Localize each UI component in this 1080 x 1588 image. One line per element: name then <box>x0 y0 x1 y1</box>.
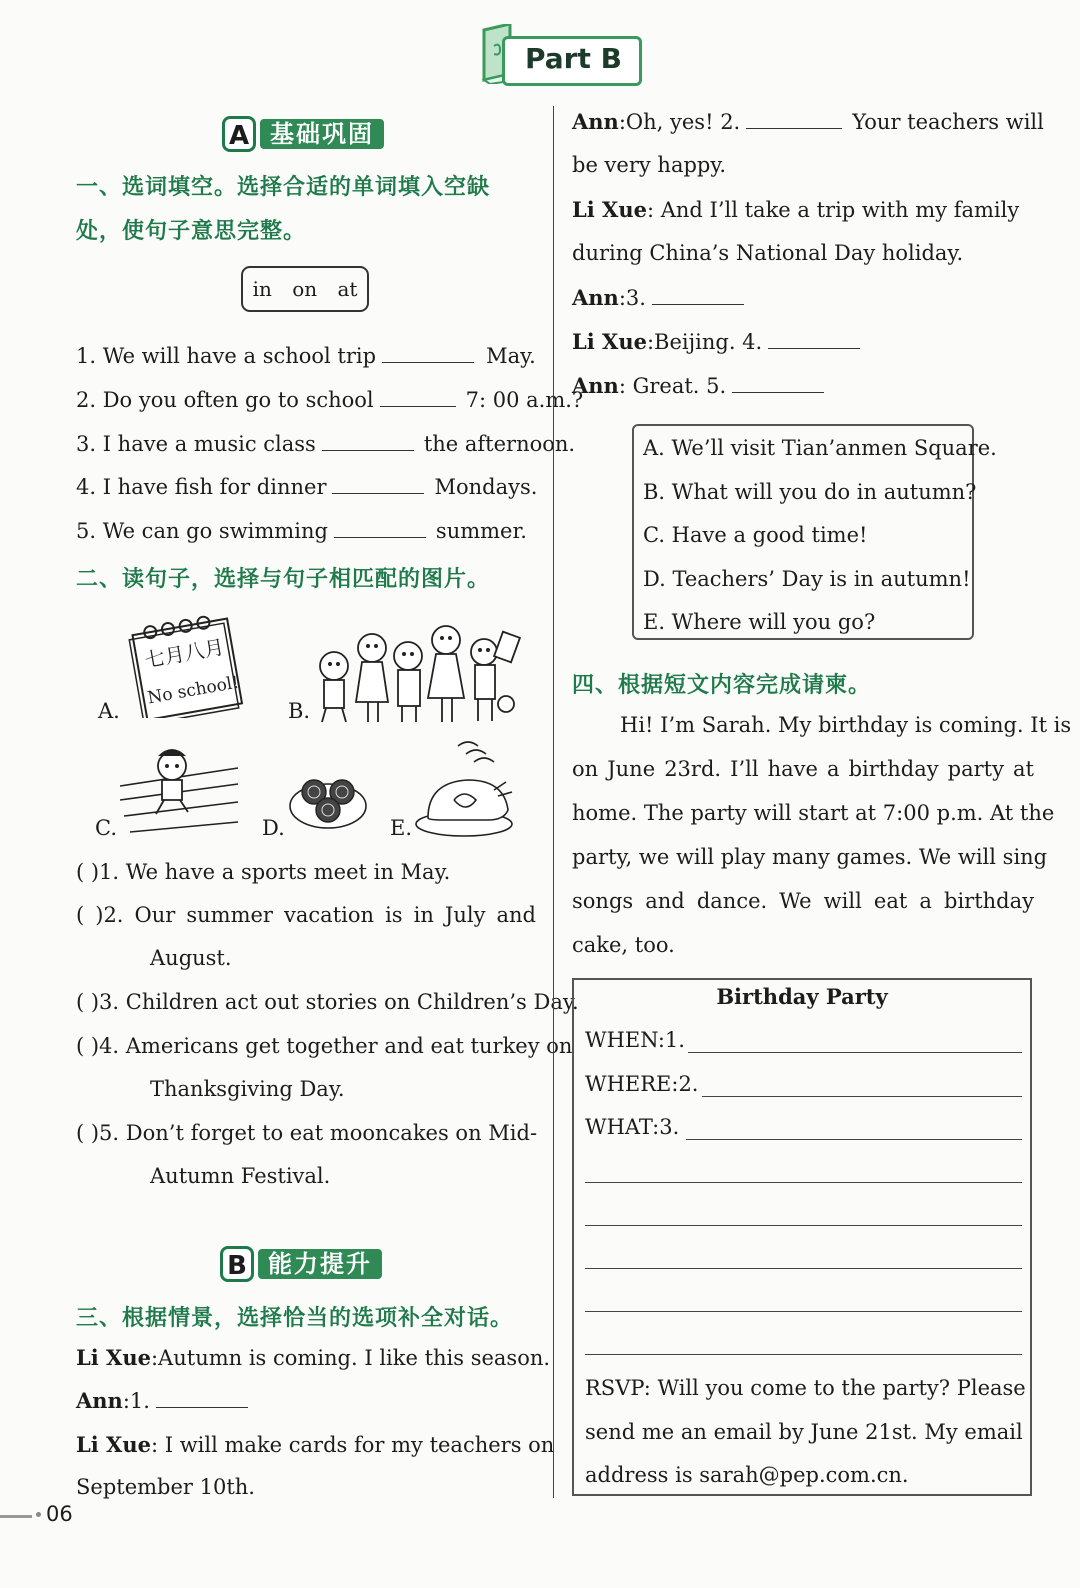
word-bank: in on at <box>241 266 369 312</box>
dialog-line: Ann:Oh, yes! 2. Your teachers will <box>572 109 1044 134</box>
q1-title-line2: 处，使句子意思完整。 <box>76 219 307 244</box>
answer-line[interactable] <box>585 1354 1022 1355</box>
q2-item: ( )1. We have a sports meet in May. <box>76 860 451 884</box>
section-a-badge: A 基础巩固 <box>222 116 398 152</box>
dialog-line: be very happy. <box>572 153 727 177</box>
q1-item: 4. I have fish for dinner Mondays. <box>76 475 538 499</box>
calendar-months-text: 七月八月 <box>142 634 226 673</box>
turkey-picture <box>414 740 518 840</box>
answer-blank[interactable] <box>732 374 824 393</box>
option-d: D. Teachers’ Day is in autumn! <box>643 567 971 591</box>
page-title: Part B <box>525 42 622 75</box>
answer-line[interactable] <box>585 1268 1022 1269</box>
running-boy-picture <box>120 746 240 838</box>
passage-line: party, we will play many games. We will sing <box>572 845 1048 869</box>
q3-title: 三、根据情景，选择恰当的选项补全对话。 <box>76 1306 514 1331</box>
dialog-line: Ann:1. <box>76 1388 254 1413</box>
q4-title: 四、根据短文内容完成请柬。 <box>572 673 872 698</box>
passage-line: Hi! I’m Sarah. My birthday is coming. It is <box>620 713 1072 737</box>
option-e: E. Where will you go? <box>643 610 876 634</box>
rsvp-line: send me an email by June 21st. My email <box>585 1420 1023 1444</box>
answer-blank[interactable] <box>322 432 414 451</box>
q2-item: ( )5. Don’t forget to eat mooncakes on Mid- <box>76 1121 538 1145</box>
mooncakes-picture <box>288 766 368 830</box>
footer-decoration <box>0 1515 32 1518</box>
dialog-line: during China’s National Day holiday. <box>572 241 964 265</box>
q2-item-continued: August. <box>150 946 232 970</box>
when-answer-line[interactable] <box>688 1052 1022 1053</box>
dialog-line: Li Xue: I will make cards for my teachers on <box>76 1432 555 1457</box>
answer-blank[interactable] <box>334 519 426 538</box>
children-acting-picture <box>312 618 522 726</box>
q2-item: ( )2. Our summer vacation is in July and <box>76 903 536 927</box>
option-c: C. Have a good time! <box>643 523 868 547</box>
q1-item: 3. I have a music class the afternoon. <box>76 432 576 456</box>
q1-item: 2. Do you often go to school 7: 00 a.m.? <box>76 388 584 412</box>
dialog-line: Li Xue: And I’ll take a trip with my family <box>572 197 1020 222</box>
passage-line: cake, too. <box>572 933 675 957</box>
passage-line: home. The party will start at 7:00 p.m. At the <box>572 801 1055 825</box>
where-label: WHERE:2. <box>585 1072 699 1096</box>
q2-item: ( )4. Americans get together and eat turkey on <box>76 1034 573 1058</box>
answer-blank[interactable] <box>156 1389 248 1408</box>
dialog-line: Ann:3. <box>572 285 750 310</box>
dialog-line: September 10th. <box>76 1475 255 1499</box>
q2-item-continued: Thanksgiving Day. <box>150 1077 345 1101</box>
answer-line[interactable] <box>585 1225 1022 1226</box>
q1-item: 5. We can go swimming summer. <box>76 519 527 543</box>
footer-dot <box>36 1512 41 1517</box>
option-a: A. We’ll visit Tian’anmen Square. <box>643 436 997 460</box>
answer-blank[interactable] <box>382 344 474 363</box>
q2-item: ( )3. Children act out stories on Children’s Day. <box>76 990 579 1014</box>
answer-line[interactable] <box>585 1182 1022 1183</box>
rsvp-line: address is sarah@pep.com.cn. <box>585 1463 909 1487</box>
answer-blank[interactable] <box>332 475 424 494</box>
pic-label-e: E. <box>390 816 413 840</box>
where-answer-line[interactable] <box>702 1096 1022 1097</box>
calendar-no-school-text: No school! <box>145 672 241 709</box>
section-b-badge: B 能力提升 <box>220 1246 396 1282</box>
answer-blank[interactable] <box>380 388 456 407</box>
passage-line: songs and dance. We will eat a birthday <box>572 889 1034 913</box>
what-answer-line[interactable] <box>686 1139 1022 1140</box>
answer-line[interactable] <box>585 1311 1022 1312</box>
dialog-line: Li Xue:Beijing. 4. <box>572 329 866 354</box>
pic-label-d: D. <box>262 816 285 840</box>
answer-blank[interactable] <box>768 330 860 349</box>
calendar-picture <box>128 606 248 718</box>
q1-title-line1: 一、选词填空。选择合适的单词填入空缺 <box>76 175 491 200</box>
answer-blank[interactable] <box>746 110 842 129</box>
part-b-header <box>480 24 638 82</box>
when-label: WHEN:1. <box>585 1028 685 1052</box>
card-title: Birthday Party <box>716 984 888 1009</box>
pic-label-b: B. <box>288 699 311 723</box>
dialog-line: Li Xue:Autumn is coming. I like this season. <box>76 1345 551 1370</box>
birthday-party-card <box>572 978 1032 1496</box>
what-label: WHAT:3. <box>585 1115 680 1139</box>
pic-label-c: C. <box>95 816 117 840</box>
answer-blank[interactable] <box>652 286 744 305</box>
q2-title: 二、读句子，选择与句子相匹配的图片。 <box>76 567 491 592</box>
dialog-line: Ann: Great. 5. <box>572 373 830 398</box>
pic-label-a: A. <box>98 699 120 723</box>
page-number: 06 <box>46 1502 73 1526</box>
column-divider <box>553 106 554 1498</box>
options-box <box>632 424 997 640</box>
rsvp-line: RSVP: Will you come to the party? Please <box>585 1376 1026 1400</box>
passage-line: on June 23rd. I’ll have a birthday party at <box>572 757 1034 781</box>
option-b: B. What will you do in autumn? <box>643 480 977 504</box>
q2-item-continued: Autumn Festival. <box>150 1164 331 1188</box>
q1-item: 1. We will have a school trip May. <box>76 344 536 368</box>
